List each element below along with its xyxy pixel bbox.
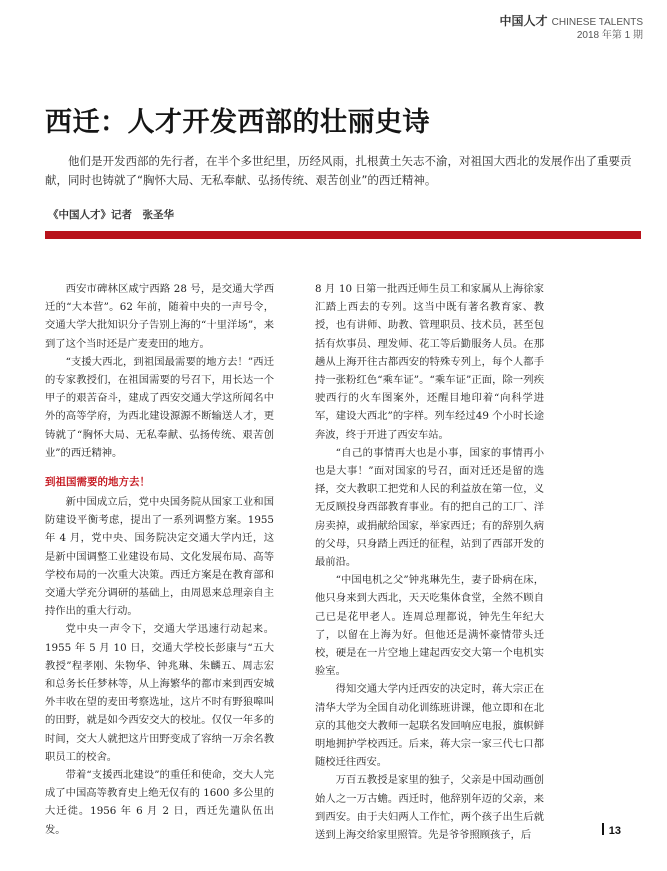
paragraph: “支援大西北，到祖国最需要的地方去！”西迁的专家教授们，在祖国需要的号召下，用长达一个甲子的艰苦奋斗，建成了西安交通大学这所闻名中外的高等学府，为西北建设源源不断输送人才，更铸就了“胸怀大局、无私奉献、弘扬传统、艰苦创业”的西迁精神。 — [45, 355, 274, 459]
issue-number: 2018 年第 1 期 — [576, 30, 643, 41]
folio-bar — [602, 823, 604, 835]
paragraph: 8 月 10 日第一批西迁师生员工和家属从上海徐家汇踏上西去的专列。这当中既有著名教育家、教授，也有讲师、助教、管理职员、技术员，甚至包括有炊事员、理发师、花工等后勤服务人员。在那趟从上海开往古都西安的特殊专列上，每个人都手持一张粉红色“乘车证”。“乘车证”正面，除一列疾驶西行的火车图案外，还醒目地印着“向科学进军，建设大西北”的字样。列车经过49 个小时长途奔波，终于开进了西安车站。 — [315, 283, 544, 441]
paragraph: 得知交通大学内迁西安的决定时，蒋大宗正在清华大学为全国自动化训练班讲课，他立即和在北京的其他交大教师一起联名发回响应电报，旗帜鲜明地拥护学校西迁。后来，蒋大宗一家三代七口都随校迁往西安。 — [315, 683, 544, 769]
paragraph: “自己的事情再大也是小事，国家的事情再小也是大事！”面对国家的号召，面对迁还是留的选择，交大教职工把党和人民的利益放在第一位，义无反顾投身西部教育事业。有的把自己的工厂、洋房卖掉，或捐献给国家，举家西迁；有的辞别久病的父母，只身踏上西迁的征程，站到了西部开发的最前沿。 — [315, 446, 544, 569]
section-subheading: 到祖国需要的地方去！ — [45, 476, 150, 489]
paragraph: 新中国成立后，党中央国务院从国家工业和国防建设平衡考虑，提出了一系列调整方案。1955 年 4 月，党中央、国务院决定交通大学内迁，这是新中国调整工业建设布局、文化发展布局、高等学校布局的一次重大决策。西迁方案是在教育部和交通大学充分调研的基础上，由周恩来总理亲自主持作出的重大行动。 — [45, 496, 274, 618]
article-standfirst: 他们是开发西部的先行者，在半个多世纪里，历经风雨，扎根黄土矢志不渝，对祖国大西北的发展作出了重要贡献，同时也铸就了“胸怀大局、无私奉献、弘扬传统、艰苦创业”的西迁精神。 — [45, 154, 632, 187]
paragraph: 西安市碑林区咸宁西路 28 号，是交通大学西迁的“大本营”。62 年前，随着中央的一声号令，交通大学大批知识分子告别上海的“十里洋场”，来到了这个当时还是广麦麦田的地方。 — [45, 283, 274, 350]
paragraph: 党中央一声令下，交通大学迅速行动起来。1955 年 5 月 10 日，交通大学校长彭康与“五大教授”程孝刚、朱物华、钟兆琳、朱麟五、周志宏和总务长任梦林等，从上海繁华的都市来到西安城外丰收在望的麦田考察选址，这片不时有野狼嗥叫的田野，就是如今西安交大的校址。仅仅一年多的时间，交大人就把这片田野变成了容纳一万余名教职员工的校舍。 — [45, 623, 274, 763]
paragraph: 带着“支援西北建设”的重任和使命，交大人完成了中国高等教育史上绝无仅有的 1600 多公里的大迁徙。1956 年 6 月 2 日，西迁先遣队伍出发。 — [45, 769, 274, 836]
page-number — [602, 823, 621, 837]
red-divider — [45, 231, 641, 239]
byline: 《中国人才》记者 张圣华 — [48, 209, 174, 221]
paragraph: “中国电机之父”钟兆琳先生，妻子卧病在床，他只身来到大西北，天天吃集体食堂，全然不顾自己已是花甲老人。连周总理都说，钟先生年纪大了，以留在上海为好。但他还是满怀豪情带头迁校，硬是在一片空地上建起西安交大第一个电机实验室。 — [315, 574, 544, 678]
article-title: 西迁：人才开发西部的壮丽史诗 — [45, 107, 430, 138]
brand-cn: 中国人才 — [499, 14, 548, 28]
brand-en: CHINESE TALENTS — [551, 17, 643, 28]
masthead — [499, 14, 643, 42]
right-column — [315, 280, 544, 844]
left-column — [45, 280, 274, 839]
paragraph: 万百五教授是家里的独子，父亲是中国动画创始人之一万古蟾。西迁时，他辞别年迈的父亲，来到西安。由于夫妇两人工作忙，两个孩子出生后就送到上海交给家里照管。先是爷爷照顾孩子，后 — [315, 774, 544, 842]
magazine-brand — [499, 14, 643, 30]
page-number-text: 13 — [608, 825, 621, 837]
